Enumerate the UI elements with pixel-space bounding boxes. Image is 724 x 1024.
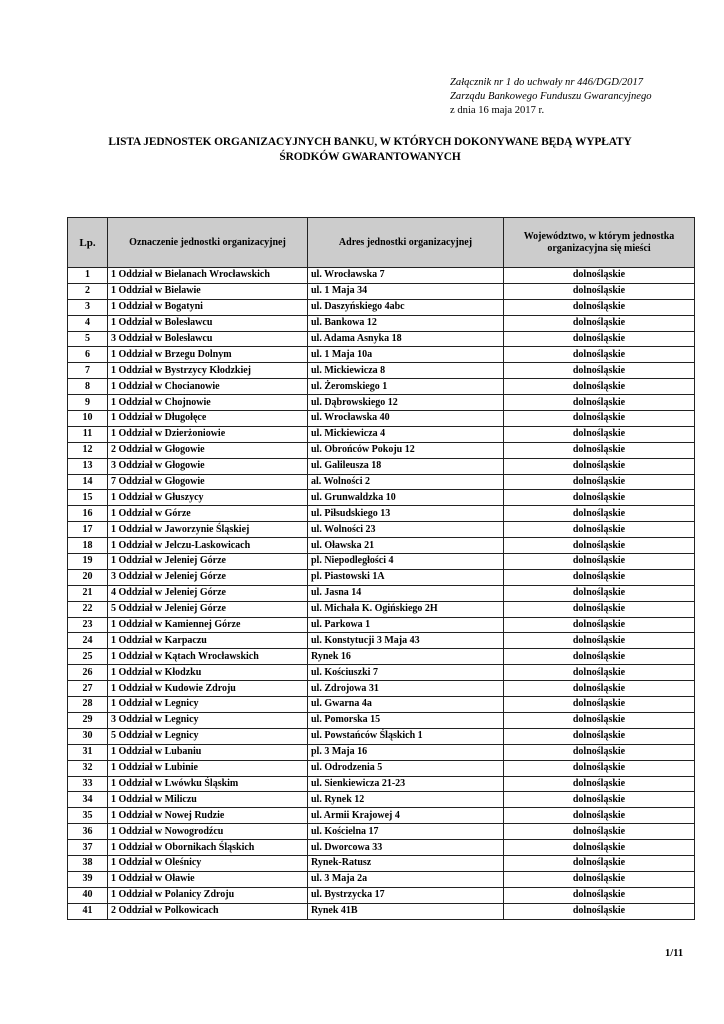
row-unit: 2 Oddział w Polkowicach — [108, 903, 308, 919]
row-voivodeship: dolnośląskie — [504, 855, 695, 871]
table-row — [68, 490, 695, 506]
row-lp: 22 — [68, 601, 108, 617]
row-lp: 10 — [68, 411, 108, 427]
row-lp: 5 — [68, 331, 108, 347]
table-row — [68, 871, 695, 887]
row-voivodeship: dolnośląskie — [504, 649, 695, 665]
row-voivodeship: dolnośląskie — [504, 442, 695, 458]
row-address: ul. Jasna 14 — [308, 585, 504, 601]
table-row — [68, 681, 695, 697]
row-lp: 9 — [68, 395, 108, 411]
row-address: ul. Daszyńskiego 4abc — [308, 299, 504, 315]
row-address: ul. Gwarna 4a — [308, 697, 504, 713]
row-lp: 34 — [68, 792, 108, 808]
branch-table — [67, 217, 695, 920]
row-lp: 37 — [68, 840, 108, 856]
row-voivodeship: dolnośląskie — [504, 538, 695, 554]
row-voivodeship: dolnośląskie — [504, 299, 695, 315]
row-unit: 5 Oddział w Legnicy — [108, 728, 308, 744]
row-address: ul. Konstytucji 3 Maja 43 — [308, 633, 504, 649]
row-voivodeship: dolnośląskie — [504, 331, 695, 347]
row-unit: 1 Oddział w Lwówku Śląskim — [108, 776, 308, 792]
title-line-2: ŚRODKÓW GWARANTOWANYCH — [279, 151, 461, 163]
row-voivodeship: dolnośląskie — [504, 871, 695, 887]
table-row — [68, 442, 695, 458]
table-row — [68, 363, 695, 379]
row-lp: 15 — [68, 490, 108, 506]
row-lp: 41 — [68, 903, 108, 919]
row-lp: 36 — [68, 824, 108, 840]
table-row — [68, 633, 695, 649]
row-voivodeship: dolnośląskie — [504, 760, 695, 776]
row-address: ul. Bystrzycka 17 — [308, 887, 504, 903]
row-lp: 35 — [68, 808, 108, 824]
table-row — [68, 808, 695, 824]
table-row — [68, 268, 695, 284]
annex-line-date: z dnia 16 maja 2017 r. — [450, 105, 545, 116]
row-unit: 1 Oddział w Głuszycy — [108, 490, 308, 506]
row-voivodeship: dolnośląskie — [504, 903, 695, 919]
row-address: pl. Niepodległości 4 — [308, 554, 504, 570]
table-row — [68, 824, 695, 840]
row-lp: 30 — [68, 728, 108, 744]
header-lp: Lp. — [68, 218, 108, 268]
row-voivodeship: dolnośląskie — [504, 697, 695, 713]
row-address: ul. Obrońców Pokoju 12 — [308, 442, 504, 458]
table-row — [68, 617, 695, 633]
row-lp: 6 — [68, 347, 108, 363]
row-unit: 1 Oddział w Lubinie — [108, 760, 308, 776]
row-unit: 1 Oddział w Bystrzycy Kłodzkiej — [108, 363, 308, 379]
row-unit: 1 Oddział w Brzegu Dolnym — [108, 347, 308, 363]
document-title — [40, 135, 700, 165]
row-voivodeship: dolnośląskie — [504, 283, 695, 299]
row-address: ul. Powstańców Śląskich 1 — [308, 728, 504, 744]
row-address: ul. Żeromskiego 1 — [308, 379, 504, 395]
row-lp: 7 — [68, 363, 108, 379]
row-voivodeship: dolnośląskie — [504, 665, 695, 681]
row-voivodeship: dolnośląskie — [504, 617, 695, 633]
row-address: pl. 3 Maja 16 — [308, 744, 504, 760]
table-row — [68, 315, 695, 331]
row-address: ul. Oławska 21 — [308, 538, 504, 554]
row-unit: 1 Oddział w Bielanach Wrocławskich — [108, 268, 308, 284]
table-row — [68, 776, 695, 792]
row-voivodeship: dolnośląskie — [504, 601, 695, 617]
table-row — [68, 903, 695, 919]
row-lp: 14 — [68, 474, 108, 490]
row-unit: 1 Oddział w Kudowie Zdroju — [108, 681, 308, 697]
row-voivodeship: dolnośląskie — [504, 824, 695, 840]
row-voivodeship: dolnośląskie — [504, 426, 695, 442]
table-row — [68, 712, 695, 728]
table-row — [68, 331, 695, 347]
row-lp: 18 — [68, 538, 108, 554]
row-voivodeship: dolnośląskie — [504, 728, 695, 744]
table-row — [68, 379, 695, 395]
row-unit: 1 Oddział w Bolesławcu — [108, 315, 308, 331]
row-unit: 1 Oddział w Legnicy — [108, 697, 308, 713]
annex-line-resolution: Załącznik nr 1 do uchwały nr 446/DGD/2017 — [450, 77, 644, 88]
table-row — [68, 601, 695, 617]
row-address: ul. Dąbrowskiego 12 — [308, 395, 504, 411]
row-lp: 29 — [68, 712, 108, 728]
table-row — [68, 474, 695, 490]
row-lp: 33 — [68, 776, 108, 792]
table-row — [68, 697, 695, 713]
row-address: ul. Odrodzenia 5 — [308, 760, 504, 776]
row-voivodeship: dolnośląskie — [504, 458, 695, 474]
row-voivodeship: dolnośląskie — [504, 808, 695, 824]
table-row — [68, 840, 695, 856]
row-unit: 7 Oddział w Głogowie — [108, 474, 308, 490]
row-unit: 5 Oddział w Jeleniej Górze — [108, 601, 308, 617]
row-unit: 1 Oddział w Oławie — [108, 871, 308, 887]
row-unit: 1 Oddział w Dzierżoniowie — [108, 426, 308, 442]
row-voivodeship: dolnośląskie — [504, 490, 695, 506]
row-unit: 3 Oddział w Legnicy — [108, 712, 308, 728]
row-lp: 31 — [68, 744, 108, 760]
row-unit: 1 Oddział w Polanicy Zdroju — [108, 887, 308, 903]
row-unit: 3 Oddział w Głogowie — [108, 458, 308, 474]
table-row — [68, 585, 695, 601]
row-voivodeship: dolnośląskie — [504, 347, 695, 363]
row-lp: 27 — [68, 681, 108, 697]
row-address: ul. Bankowa 12 — [308, 315, 504, 331]
row-voivodeship: dolnośląskie — [504, 379, 695, 395]
row-address: ul. Sienkiewicza 21-23 — [308, 776, 504, 792]
row-unit: 1 Oddział w Kłodzku — [108, 665, 308, 681]
row-unit: 1 Oddział w Jelczu-Laskowicach — [108, 538, 308, 554]
table-row — [68, 299, 695, 315]
row-voivodeship: dolnośląskie — [504, 681, 695, 697]
row-voivodeship: dolnośląskie — [504, 474, 695, 490]
table-row — [68, 792, 695, 808]
row-voivodeship: dolnośląskie — [504, 315, 695, 331]
table-row — [68, 728, 695, 744]
row-unit: 1 Oddział w Oleśnicy — [108, 855, 308, 871]
row-unit: 1 Oddział w Kamiennej Górze — [108, 617, 308, 633]
row-lp: 38 — [68, 855, 108, 871]
table-row — [68, 649, 695, 665]
row-address: ul. Pomorska 15 — [308, 712, 504, 728]
row-voivodeship: dolnośląskie — [504, 887, 695, 903]
row-address: ul. Rynek 12 — [308, 792, 504, 808]
row-lp: 1 — [68, 268, 108, 284]
annex-reference — [450, 76, 652, 118]
header-unit: Oznaczenie jednostki organizacyjnej — [108, 218, 308, 268]
table-row — [68, 522, 695, 538]
row-voivodeship: dolnośląskie — [504, 554, 695, 570]
row-unit: 4 Oddział w Jeleniej Górze — [108, 585, 308, 601]
row-voivodeship: dolnośląskie — [504, 395, 695, 411]
row-voivodeship: dolnośląskie — [504, 363, 695, 379]
row-lp: 19 — [68, 554, 108, 570]
row-voivodeship: dolnośląskie — [504, 712, 695, 728]
row-lp: 17 — [68, 522, 108, 538]
row-unit: 3 Oddział w Bolesławcu — [108, 331, 308, 347]
row-lp: 40 — [68, 887, 108, 903]
table-row — [68, 538, 695, 554]
row-address: ul. Kościelna 17 — [308, 824, 504, 840]
row-address: ul. Wrocławska 7 — [308, 268, 504, 284]
row-address: Rynek 16 — [308, 649, 504, 665]
row-lp: 3 — [68, 299, 108, 315]
row-unit: 1 Oddział w Bielawie — [108, 283, 308, 299]
table-row — [68, 458, 695, 474]
table-row — [68, 760, 695, 776]
row-unit: 1 Oddział w Chojnowie — [108, 395, 308, 411]
row-address: ul. 1 Maja 34 — [308, 283, 504, 299]
row-lp: 12 — [68, 442, 108, 458]
row-lp: 25 — [68, 649, 108, 665]
row-unit: 1 Oddział w Jaworzynie Śląskiej — [108, 522, 308, 538]
table-body — [68, 268, 695, 920]
row-address: ul. 1 Maja 10a — [308, 347, 504, 363]
row-lp: 11 — [68, 426, 108, 442]
row-lp: 8 — [68, 379, 108, 395]
row-voivodeship: dolnośląskie — [504, 585, 695, 601]
row-voivodeship: dolnośląskie — [504, 633, 695, 649]
row-address: Rynek-Ratusz — [308, 855, 504, 871]
table-row — [68, 665, 695, 681]
row-voivodeship: dolnośląskie — [504, 840, 695, 856]
row-address: ul. Dworcowa 33 — [308, 840, 504, 856]
row-unit: 1 Oddział w Lubaniu — [108, 744, 308, 760]
table-row — [68, 426, 695, 442]
row-unit: 2 Oddział w Głogowie — [108, 442, 308, 458]
row-address: ul. Piłsudskiego 13 — [308, 506, 504, 522]
table-row — [68, 554, 695, 570]
row-voivodeship: dolnośląskie — [504, 268, 695, 284]
row-address: ul. Kościuszki 7 — [308, 665, 504, 681]
row-address: ul. 3 Maja 2a — [308, 871, 504, 887]
header-address: Adres jednostki organizacyjnej — [308, 218, 504, 268]
row-lp: 2 — [68, 283, 108, 299]
row-unit: 1 Oddział w Długołęce — [108, 411, 308, 427]
row-unit: 1 Oddział w Nowogrodźcu — [108, 824, 308, 840]
table-row — [68, 855, 695, 871]
row-lp: 21 — [68, 585, 108, 601]
row-lp: 20 — [68, 569, 108, 585]
row-unit: 1 Oddział w Jeleniej Górze — [108, 554, 308, 570]
table-header-row — [68, 218, 695, 268]
row-address: ul. Wrocławska 40 — [308, 411, 504, 427]
row-address: ul. Armii Krajowej 4 — [308, 808, 504, 824]
row-lp: 28 — [68, 697, 108, 713]
row-unit: 1 Oddział w Nowej Rudzie — [108, 808, 308, 824]
table-row — [68, 395, 695, 411]
table-row — [68, 506, 695, 522]
row-lp: 26 — [68, 665, 108, 681]
row-address: al. Wolności 2 — [308, 474, 504, 490]
row-address: ul. Zdrojowa 31 — [308, 681, 504, 697]
row-voivodeship: dolnośląskie — [504, 776, 695, 792]
table-row — [68, 569, 695, 585]
row-address: ul. Adama Asnyka 18 — [308, 331, 504, 347]
row-address: ul. Parkowa 1 — [308, 617, 504, 633]
table-row — [68, 887, 695, 903]
row-unit: 1 Oddział w Kątach Wrocławskich — [108, 649, 308, 665]
row-lp: 16 — [68, 506, 108, 522]
row-address: ul. Mickiewicza 4 — [308, 426, 504, 442]
row-voivodeship: dolnośląskie — [504, 522, 695, 538]
table-row — [68, 411, 695, 427]
row-unit: 1 Oddział w Górze — [108, 506, 308, 522]
row-lp: 39 — [68, 871, 108, 887]
row-voivodeship: dolnośląskie — [504, 744, 695, 760]
row-address: ul. Michała K. Ogińskiego 2H — [308, 601, 504, 617]
header-voivodeship: Województwo, w którym jednostka organizacyjna się mieści — [504, 218, 695, 268]
row-lp: 24 — [68, 633, 108, 649]
row-voivodeship: dolnośląskie — [504, 506, 695, 522]
annex-line-board: Zarządu Bankowego Funduszu Gwarancyjnego — [450, 91, 652, 102]
row-unit: 1 Oddział w Bogatyni — [108, 299, 308, 315]
row-lp: 23 — [68, 617, 108, 633]
page-number: 1/11 — [665, 948, 684, 959]
row-voivodeship: dolnośląskie — [504, 569, 695, 585]
table-row — [68, 283, 695, 299]
title-line-1: LISTA JEDNOSTEK ORGANIZACYJNYCH BANKU, W KTÓRYCH DOKONYWANE BĘDĄ WYPŁATY — [108, 136, 632, 148]
row-lp: 32 — [68, 760, 108, 776]
row-unit: 1 Oddział w Miliczu — [108, 792, 308, 808]
row-lp: 4 — [68, 315, 108, 331]
row-unit: 1 Oddział w Obornikach Śląskich — [108, 840, 308, 856]
row-address: ul. Mickiewicza 8 — [308, 363, 504, 379]
table-row — [68, 347, 695, 363]
row-address: ul. Galileusza 18 — [308, 458, 504, 474]
row-address: Rynek 41B — [308, 903, 504, 919]
row-address: ul. Wolności 23 — [308, 522, 504, 538]
row-address: pl. Piastowski 1A — [308, 569, 504, 585]
row-unit: 3 Oddział w Jeleniej Górze — [108, 569, 308, 585]
row-unit: 1 Oddział w Karpaczu — [108, 633, 308, 649]
row-voivodeship: dolnośląskie — [504, 792, 695, 808]
table-row — [68, 744, 695, 760]
row-lp: 13 — [68, 458, 108, 474]
row-voivodeship: dolnośląskie — [504, 411, 695, 427]
row-unit: 1 Oddział w Chocianowie — [108, 379, 308, 395]
row-address: ul. Grunwaldzka 10 — [308, 490, 504, 506]
